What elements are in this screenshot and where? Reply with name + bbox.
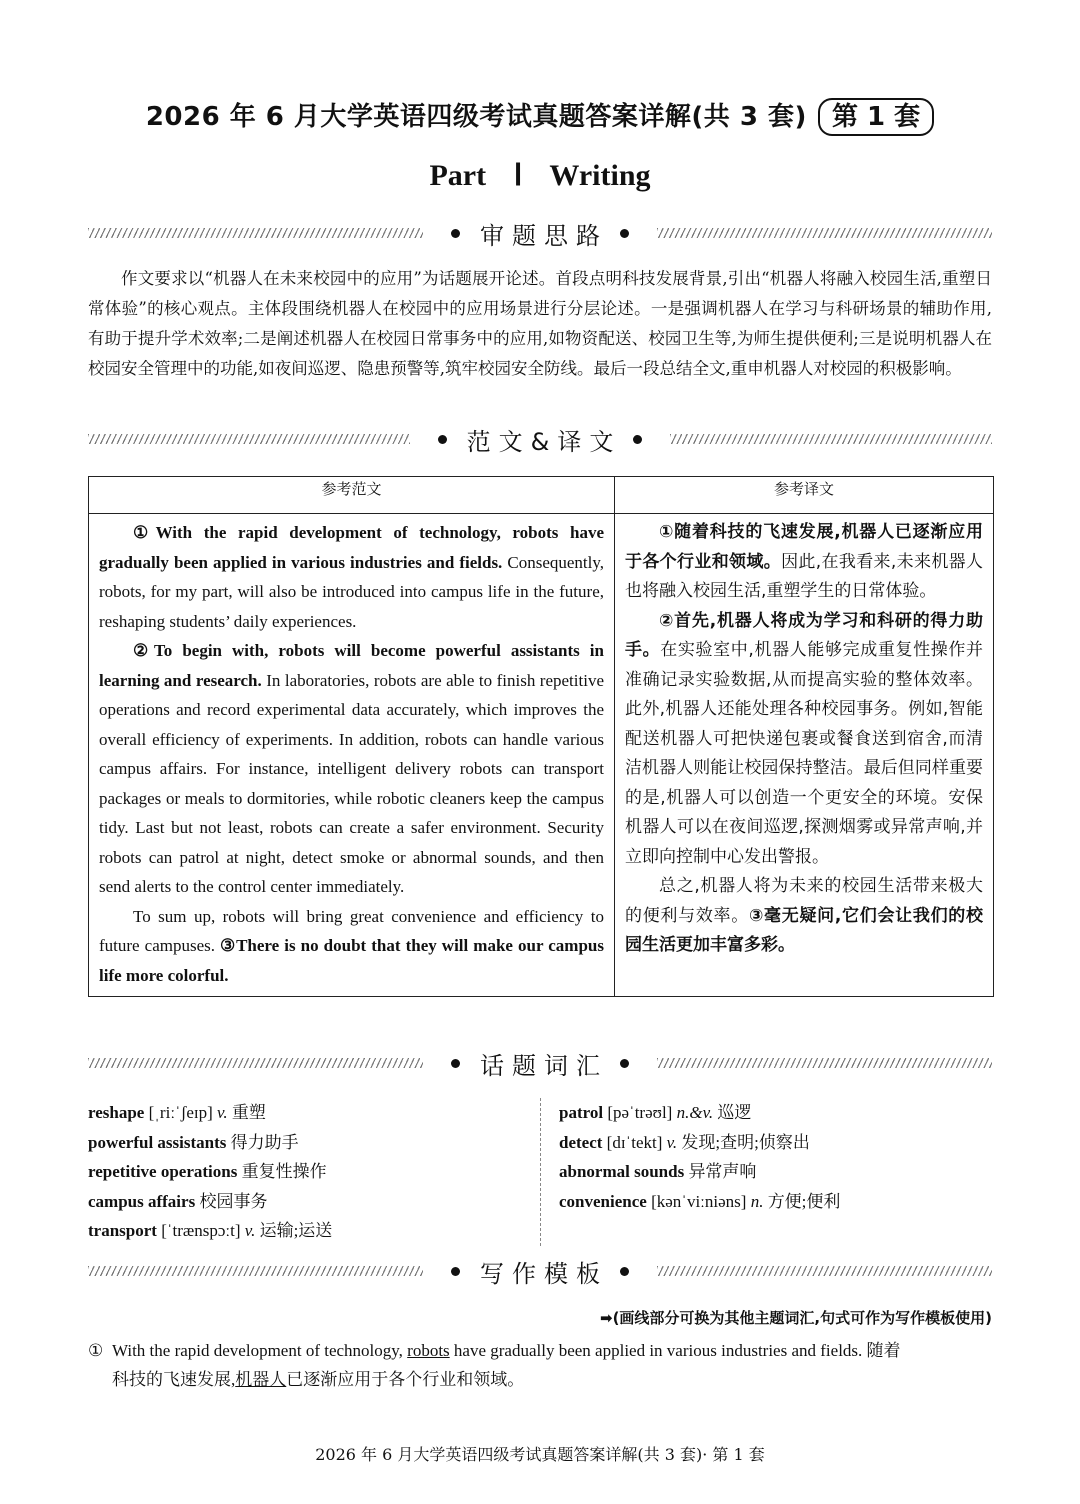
section-header-vocab	[88, 1048, 992, 1078]
bullet-dot-icon	[620, 1059, 629, 1068]
hatch-divider	[657, 228, 992, 238]
translation-paragraph	[625, 872, 983, 961]
hatch-divider	[657, 1058, 992, 1068]
vocab-item: repetitive operations 重复性操作	[88, 1162, 327, 1181]
analysis-paragraph: 作文要求以“机器人在未来校园中的应用”为话题展开论述。首段点明科技发展背景,引出“机器人将融入校园生活,重塑日常体验”的核心观点。主体段围绕机器人在校园中的应用场景进行分层论述。一是强调机器人在学习与科研场景的辅助作用,有助于提升学术效率;二是阐述机器人在校园日常事务中的应用,如物资配送、校园卫生等,为师生提供便利;三是说明机器人在校园安全管理中的功能,如夜间巡逻、隐患预警等,筑牢校园安全防线。最后一段总结全文,重申机器人对校园的积极影响。	[88, 269, 992, 378]
sentence-text: 在实验室中,机器人能够完成重复性操作并准确记录实验数据,从而提高实验的整体效率。此外,机器人还能处理各种校园事务。例如,智能配送机器人可把快递包裹或餐食送到宿舍,而清洁机器人则能让校园保持整洁。最后但同样重要的是,机器人可以创造一个更安全的环境。安保机器人可以在夜间巡逻,探测烟雾或异常声响,并立即向控制中心发出警报。	[625, 640, 984, 867]
vocab-item: detect [dɪˈtekt] v. 发现;查明;侦察出	[559, 1132, 810, 1152]
section-title: 范文&译文	[466, 427, 622, 456]
essay-translation	[615, 514, 994, 997]
sentence-text: To sum up, robots will bring great convenience and efficiency to future campuses.	[99, 906, 604, 955]
template-sentence	[88, 1336, 992, 1394]
vocab-item: patrol [pəˈtrəʊl] n.&v. 巡逻	[559, 1103, 752, 1122]
sentence-text: Consequently, robots, for my part, will also be introduced into campus life in the future, reshaping students’ daily experiences.	[99, 552, 605, 631]
vocab-item: convenience [kənˈviːniəns] n. 方便;便利	[559, 1191, 841, 1211]
vocab-column-left	[88, 1098, 540, 1246]
bullet-dot-icon	[620, 1267, 629, 1276]
document-title: 2026 年 6 月大学英语四级考试真题答案详解(共 3 套)	[145, 102, 807, 132]
sentence-text: 因此,在我看来,未来机器人也将融入校园生活,重塑学生的日常体验。	[625, 551, 984, 601]
essay-paragraph	[99, 636, 604, 902]
section-title: 话题词汇	[480, 1051, 608, 1080]
column-header-translation: 参考译文	[615, 477, 994, 514]
note-text: (画线部分可换为其他主题词汇,句式可作为写作模板使用)	[612, 1309, 992, 1327]
vocab-item: powerful assistants 得力助手	[88, 1132, 299, 1152]
section-title: 审题思路	[480, 221, 608, 250]
essay-paragraph	[99, 518, 604, 636]
template-note	[600, 1307, 992, 1328]
key-sentence: ②To begin with, robots will become powerful assistants in learning and research.	[99, 641, 604, 690]
translation-paragraph	[625, 518, 983, 607]
section-header-template	[88, 1256, 992, 1286]
hatch-divider	[88, 228, 423, 238]
set-label: 第 1 套	[818, 98, 934, 136]
sentence-text: 总之,机器人将为未来的校园生活带来极大的便利与效率。	[625, 876, 983, 926]
essay-english	[89, 514, 615, 997]
replaceable-word: robots	[407, 1341, 450, 1360]
template-translation: 科技的飞速发展,	[112, 1370, 236, 1389]
bullet-dot-icon	[620, 229, 629, 238]
section-header-essay	[88, 424, 992, 454]
template-text: With the rapid development of technology,	[112, 1341, 408, 1360]
vocab-item: campus affairs 校园事务	[88, 1191, 268, 1211]
key-sentence: ③毫无疑问,它们会让我们的校园生活更加丰富多彩。	[625, 905, 983, 955]
key-sentence: ②首先,机器人将成为学习和科研的得力助手。	[625, 610, 983, 660]
template-text: have gradually been applied in various industries and fields.	[449, 1341, 863, 1360]
vocab-item: abnormal sounds 异常声响	[559, 1162, 757, 1181]
bullet-dot-icon	[633, 435, 642, 444]
replaceable-word: 机器人	[235, 1370, 287, 1389]
vocab-item: reshape [ˌriːˈʃeɪp] v. 重塑	[88, 1103, 266, 1122]
essay-paragraph	[99, 902, 604, 991]
hatch-divider	[88, 1058, 423, 1068]
hatch-divider	[670, 434, 992, 444]
page-header	[0, 96, 1080, 136]
column-header-essay: 参考范文	[89, 477, 615, 514]
template-translation: 随着	[866, 1341, 901, 1360]
bullet-dot-icon	[451, 229, 460, 238]
key-sentence: ①With the rapid development of technology, robots have gradually been applied in various industries and fields.	[99, 523, 604, 572]
part-title: Part Ⅰ Writing	[429, 159, 651, 192]
vocab-list	[88, 1098, 992, 1246]
vocab-column-right	[540, 1098, 840, 1246]
hatch-divider	[88, 1266, 423, 1276]
key-sentence: ①随着科技的飞速发展,机器人已逐渐应用于各个行业和领域。	[625, 522, 983, 572]
item-number: ①	[88, 1341, 104, 1360]
bullet-dot-icon	[451, 1059, 460, 1068]
hatch-divider	[657, 1266, 992, 1276]
vocab-item: transport [ˈtrænspɔːt] v. 运输;运送	[88, 1221, 333, 1240]
essay-table	[88, 476, 994, 997]
page-footer: 2026 年 6 月大学英语四级考试真题答案详解(共 3 套)· 第 1 套	[315, 1445, 765, 1464]
arrow-right-icon: ➡	[600, 1309, 613, 1327]
bullet-dot-icon	[438, 435, 447, 444]
bullet-dot-icon	[451, 1267, 460, 1276]
hatch-divider	[88, 434, 410, 444]
key-sentence: ③There is no doubt that they will make our campus life more colorful.	[99, 936, 604, 985]
translation-paragraph	[625, 607, 983, 873]
sentence-text: In laboratories, robots are able to finish repetitive operations and record experimental data accurately, which improves the overall efficiency of experiments. In addition, robots can handle various campus affairs. For instance, intelligent delivery robots can transport packages or meals to dormitories, while robotic cleaners keep the campus tidy. Last but not least, robots can create a safer environment. Security robots can patrol at night, detect smoke or abnormal sounds, and then send alerts to the control center immediately.	[99, 670, 604, 896]
section-header-analysis	[88, 218, 992, 248]
section-title: 写作模板	[480, 1259, 608, 1288]
template-translation: 已逐渐应用于各个行业和领域。	[286, 1370, 525, 1389]
